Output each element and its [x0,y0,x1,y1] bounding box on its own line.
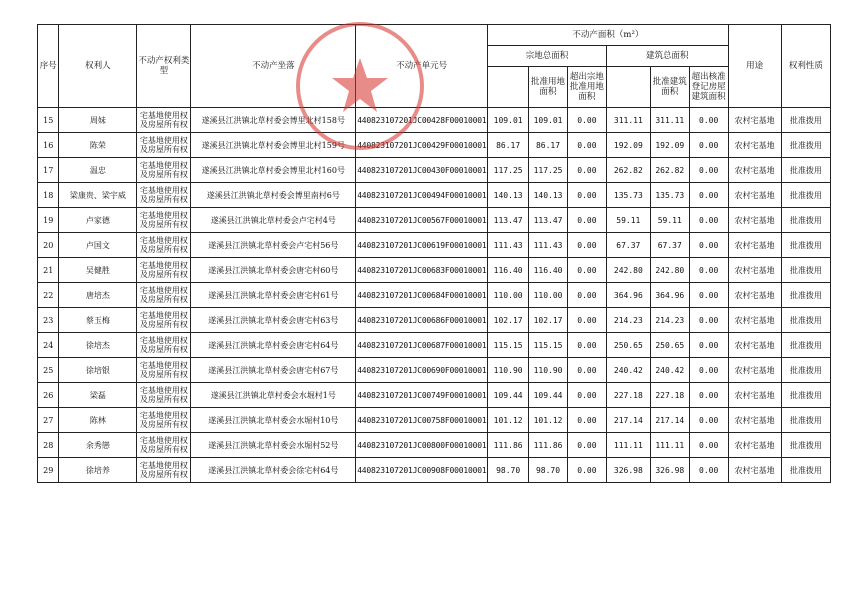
cell-location: 遂溪县江洪镇北草村委会博里北村159号 [191,133,356,158]
cell-owner: 卢国文 [59,233,137,258]
cell-build-exceed: 0.00 [689,158,728,183]
cell-unit-no: 440823107201JC00749F00010001 [356,383,488,408]
cell-land-approved: 109.01 [529,108,568,133]
cell-owner: 陈林 [59,408,137,433]
cell-location: 遂溪县江洪镇北草村委会卢宅村56号 [191,233,356,258]
cell-nature: 批准拨用 [781,183,830,208]
header-usage: 用途 [728,25,781,108]
cell-land-total: 117.25 [488,158,529,183]
cell-land-approved: 115.15 [529,333,568,358]
cell-usage: 农村宅基地 [728,433,781,458]
cell-right-type: 宅基地使用权及房屋所有权 [137,333,191,358]
cell-land-total: 110.90 [488,358,529,383]
cell-build-exceed: 0.00 [689,458,728,483]
cell-unit-no: 440823107201JC00758F00010001 [356,408,488,433]
cell-land-approved: 102.17 [529,308,568,333]
cell-nature: 批准拨用 [781,233,830,258]
cell-land-approved: 109.44 [529,383,568,408]
cell-build-approved: 326.98 [650,458,689,483]
cell-land-approved: 98.70 [529,458,568,483]
header-land-blank [488,67,529,108]
cell-land-exceed: 0.00 [567,283,606,308]
cell-land-exceed: 0.00 [567,108,606,133]
cell-right-type: 宅基地使用权及房屋所有权 [137,308,191,333]
cell-nature: 批准拨用 [781,308,830,333]
cell-usage: 农村宅基地 [728,333,781,358]
cell-build-approved: 67.37 [650,233,689,258]
cell-land-exceed: 0.00 [567,458,606,483]
cell-unit-no: 440823107201JC00690F00010001 [356,358,488,383]
cell-seq: 18 [38,183,59,208]
table-row [38,158,831,183]
cell-build-exceed: 0.00 [689,233,728,258]
cell-build-approved: 240.42 [650,358,689,383]
cell-build-exceed: 0.00 [689,258,728,283]
cell-nature: 批准拨用 [781,283,830,308]
cell-build-exceed: 0.00 [689,183,728,208]
table-row [38,233,831,258]
cell-build-approved: 111.11 [650,433,689,458]
cell-location: 遂溪县江洪镇北草村委会唐宅村63号 [191,308,356,333]
cell-owner: 吴健胜 [59,258,137,283]
cell-usage: 农村宅基地 [728,408,781,433]
cell-land-approved: 86.17 [529,133,568,158]
header-build-approved: 批准建筑面积 [650,67,689,108]
cell-land-total: 102.17 [488,308,529,333]
header-unit-no: 不动产单元号 [356,25,488,108]
cell-build-total: 242.80 [606,258,650,283]
cell-build-exceed: 0.00 [689,108,728,133]
cell-usage: 农村宅基地 [728,358,781,383]
cell-land-total: 109.44 [488,383,529,408]
registration-table [37,24,831,483]
cell-usage: 农村宅基地 [728,283,781,308]
table-body [38,108,831,483]
cell-build-total: 262.82 [606,158,650,183]
cell-build-approved: 311.11 [650,108,689,133]
cell-usage: 农村宅基地 [728,183,781,208]
cell-seq: 29 [38,458,59,483]
table-row [38,258,831,283]
cell-location: 遂溪县江洪镇北草村委会唐宅村61号 [191,283,356,308]
cell-right-type: 宅基地使用权及房屋所有权 [137,208,191,233]
cell-owner: 梁康贵、梁宇威 [59,183,137,208]
cell-build-total: 111.11 [606,433,650,458]
table-row [38,333,831,358]
cell-land-approved: 110.00 [529,283,568,308]
header-location: 不动产坐落 [191,25,356,108]
cell-seq: 19 [38,208,59,233]
cell-unit-no: 440823107201JC00683F00010001 [356,258,488,283]
cell-unit-no: 440823107201JC00686F00010001 [356,308,488,333]
table-row [38,283,831,308]
cell-build-approved: 227.18 [650,383,689,408]
cell-unit-no: 440823107201JC00494F00010001 [356,183,488,208]
cell-nature: 批准拨用 [781,433,830,458]
cell-build-approved: 262.82 [650,158,689,183]
cell-seq: 21 [38,258,59,283]
cell-usage: 农村宅基地 [728,233,781,258]
table-row [38,208,831,233]
cell-build-approved: 59.11 [650,208,689,233]
table-row [38,133,831,158]
cell-seq: 23 [38,308,59,333]
cell-owner: 陈荣 [59,133,137,158]
cell-location: 遂溪县江洪镇北草村委会水堀村52号 [191,433,356,458]
cell-right-type: 宅基地使用权及房屋所有权 [137,458,191,483]
cell-land-total: 115.15 [488,333,529,358]
cell-unit-no: 440823107201JC00428F00010001 [356,108,488,133]
cell-build-total: 240.42 [606,358,650,383]
cell-build-approved: 242.80 [650,258,689,283]
cell-usage: 农村宅基地 [728,158,781,183]
cell-seq: 22 [38,283,59,308]
cell-owner: 余秀戀 [59,433,137,458]
cell-location: 遂溪县江洪镇北草村委会徐宅村64号 [191,458,356,483]
cell-land-approved: 116.40 [529,258,568,283]
cell-nature: 批准拨用 [781,158,830,183]
cell-owner: 徐培银 [59,358,137,383]
cell-usage: 农村宅基地 [728,308,781,333]
cell-land-total: 116.40 [488,258,529,283]
cell-location: 遂溪县江洪镇北草村委会唐宅村60号 [191,258,356,283]
cell-build-approved: 250.65 [650,333,689,358]
cell-right-type: 宅基地使用权及房屋所有权 [137,408,191,433]
cell-build-exceed: 0.00 [689,283,728,308]
cell-owner: 徐培杰 [59,333,137,358]
cell-land-total: 101.12 [488,408,529,433]
cell-build-total: 227.18 [606,383,650,408]
cell-land-total: 86.17 [488,133,529,158]
cell-location: 遂溪县江洪镇北草村委会唐宅村64号 [191,333,356,358]
cell-build-exceed: 0.00 [689,358,728,383]
table-row [38,308,831,333]
cell-land-exceed: 0.00 [567,258,606,283]
cell-location: 遂溪县江洪镇北草村委会博里北村158号 [191,108,356,133]
cell-location: 遂溪县江洪镇北草村委会卢宅村4号 [191,208,356,233]
cell-land-exceed: 0.00 [567,383,606,408]
cell-build-total: 192.09 [606,133,650,158]
cell-right-type: 宅基地使用权及房屋所有权 [137,158,191,183]
cell-nature: 批准拨用 [781,258,830,283]
cell-land-approved: 101.12 [529,408,568,433]
table-row [38,358,831,383]
cell-owner: 周妹 [59,108,137,133]
cell-land-exceed: 0.00 [567,133,606,158]
cell-seq: 26 [38,383,59,408]
cell-unit-no: 440823107201JC00429F00010001 [356,133,488,158]
table-row [38,458,831,483]
cell-land-total: 98.70 [488,458,529,483]
cell-nature: 批准拨用 [781,133,830,158]
cell-nature: 批准拨用 [781,208,830,233]
cell-build-approved: 214.23 [650,308,689,333]
cell-unit-no: 440823107201JC00567F00010001 [356,208,488,233]
cell-usage: 农村宅基地 [728,458,781,483]
table-row [38,108,831,133]
cell-right-type: 宅基地使用权及房屋所有权 [137,433,191,458]
cell-location: 遂溪县江洪镇北草村委会唐宅村67号 [191,358,356,383]
cell-location: 遂溪县江洪镇北草村委会博里南村6号 [191,183,356,208]
cell-build-approved: 217.14 [650,408,689,433]
cell-land-approved: 140.13 [529,183,568,208]
cell-land-exceed: 0.00 [567,233,606,258]
cell-owner: 卢家德 [59,208,137,233]
cell-build-exceed: 0.00 [689,308,728,333]
cell-seq: 27 [38,408,59,433]
cell-unit-no: 440823107201JC00908F00010001 [356,458,488,483]
cell-build-approved: 135.73 [650,183,689,208]
cell-unit-no: 440823107201JC00684F00010001 [356,283,488,308]
cell-location: 遂溪县江洪镇北草村委会博里北村160号 [191,158,356,183]
cell-land-approved: 110.90 [529,358,568,383]
cell-build-total: 311.11 [606,108,650,133]
cell-land-exceed: 0.00 [567,333,606,358]
cell-build-approved: 192.09 [650,133,689,158]
cell-seq: 24 [38,333,59,358]
cell-seq: 25 [38,358,59,383]
cell-land-total: 111.43 [488,233,529,258]
cell-right-type: 宅基地使用权及房屋所有权 [137,133,191,158]
cell-build-total: 135.73 [606,183,650,208]
cell-build-total: 67.37 [606,233,650,258]
cell-land-exceed: 0.00 [567,433,606,458]
header-right-type: 不动产权利类型 [137,25,191,108]
header-land-exceed: 超出宗地批准用地面积 [567,67,606,108]
cell-land-total: 110.00 [488,283,529,308]
cell-owner: 梁磊 [59,383,137,408]
header-land-approved: 批准用地面积 [529,67,568,108]
cell-nature: 批准拨用 [781,333,830,358]
table-row [38,383,831,408]
cell-owner: 徐培养 [59,458,137,483]
cell-land-exceed: 0.00 [567,408,606,433]
cell-nature: 批准拨用 [781,358,830,383]
cell-nature: 批准拨用 [781,458,830,483]
cell-right-type: 宅基地使用权及房屋所有权 [137,183,191,208]
cell-location: 遂溪县江洪镇北草村委会水堀村10号 [191,408,356,433]
cell-land-approved: 111.43 [529,233,568,258]
cell-build-total: 364.96 [606,283,650,308]
cell-land-approved: 113.47 [529,208,568,233]
cell-land-exceed: 0.00 [567,158,606,183]
header-area-group: 不动产面积（m²） [488,25,728,46]
header-build-exceed: 超出核准登记房屋建筑面积 [689,67,728,108]
cell-unit-no: 440823107201JC00619F00010001 [356,233,488,258]
header-nature: 权利性质 [781,25,830,108]
cell-build-exceed: 0.00 [689,333,728,358]
cell-build-total: 250.65 [606,333,650,358]
cell-land-exceed: 0.00 [567,308,606,333]
table-row [38,183,831,208]
cell-usage: 农村宅基地 [728,383,781,408]
cell-build-total: 59.11 [606,208,650,233]
cell-build-exceed: 0.00 [689,433,728,458]
cell-right-type: 宅基地使用权及房屋所有权 [137,233,191,258]
cell-seq: 28 [38,433,59,458]
cell-land-exceed: 0.00 [567,183,606,208]
cell-owner: 唐培杰 [59,283,137,308]
cell-seq: 15 [38,108,59,133]
cell-land-approved: 111.86 [529,433,568,458]
cell-owner: 蔡玉梅 [59,308,137,333]
cell-seq: 20 [38,233,59,258]
cell-build-total: 217.14 [606,408,650,433]
table-row [38,433,831,458]
cell-right-type: 宅基地使用权及房屋所有权 [137,383,191,408]
cell-land-approved: 117.25 [529,158,568,183]
cell-build-exceed: 0.00 [689,133,728,158]
cell-land-exceed: 0.00 [567,358,606,383]
cell-owner: 温忠 [59,158,137,183]
header-land-group: 宗地总面积 [488,46,607,67]
cell-usage: 农村宅基地 [728,133,781,158]
table-row [38,408,831,433]
header-owner: 权利人 [59,25,137,108]
cell-usage: 农村宅基地 [728,108,781,133]
cell-usage: 农村宅基地 [728,258,781,283]
cell-build-exceed: 0.00 [689,208,728,233]
cell-seq: 17 [38,158,59,183]
cell-build-exceed: 0.00 [689,408,728,433]
cell-land-exceed: 0.00 [567,208,606,233]
cell-unit-no: 440823107201JC00800F00010001 [356,433,488,458]
cell-build-exceed: 0.00 [689,383,728,408]
header-build-group: 建筑总面积 [606,46,728,67]
cell-location: 遂溪县江洪镇北草村委会水堀村1号 [191,383,356,408]
cell-usage: 农村宅基地 [728,208,781,233]
cell-seq: 16 [38,133,59,158]
cell-right-type: 宅基地使用权及房屋所有权 [137,283,191,308]
cell-right-type: 宅基地使用权及房屋所有权 [137,258,191,283]
cell-land-total: 140.13 [488,183,529,208]
cell-right-type: 宅基地使用权及房屋所有权 [137,108,191,133]
cell-nature: 批准拨用 [781,383,830,408]
cell-land-total: 109.01 [488,108,529,133]
cell-build-total: 326.98 [606,458,650,483]
cell-land-total: 111.86 [488,433,529,458]
header-seq: 序号 [38,25,59,108]
cell-right-type: 宅基地使用权及房屋所有权 [137,358,191,383]
header-build-blank [606,67,650,108]
cell-land-total: 113.47 [488,208,529,233]
cell-unit-no: 440823107201JC00687F00010001 [356,333,488,358]
cell-nature: 批准拨用 [781,108,830,133]
cell-unit-no: 440823107201JC00430F00010001 [356,158,488,183]
cell-nature: 批准拨用 [781,408,830,433]
cell-build-total: 214.23 [606,308,650,333]
cell-build-approved: 364.96 [650,283,689,308]
